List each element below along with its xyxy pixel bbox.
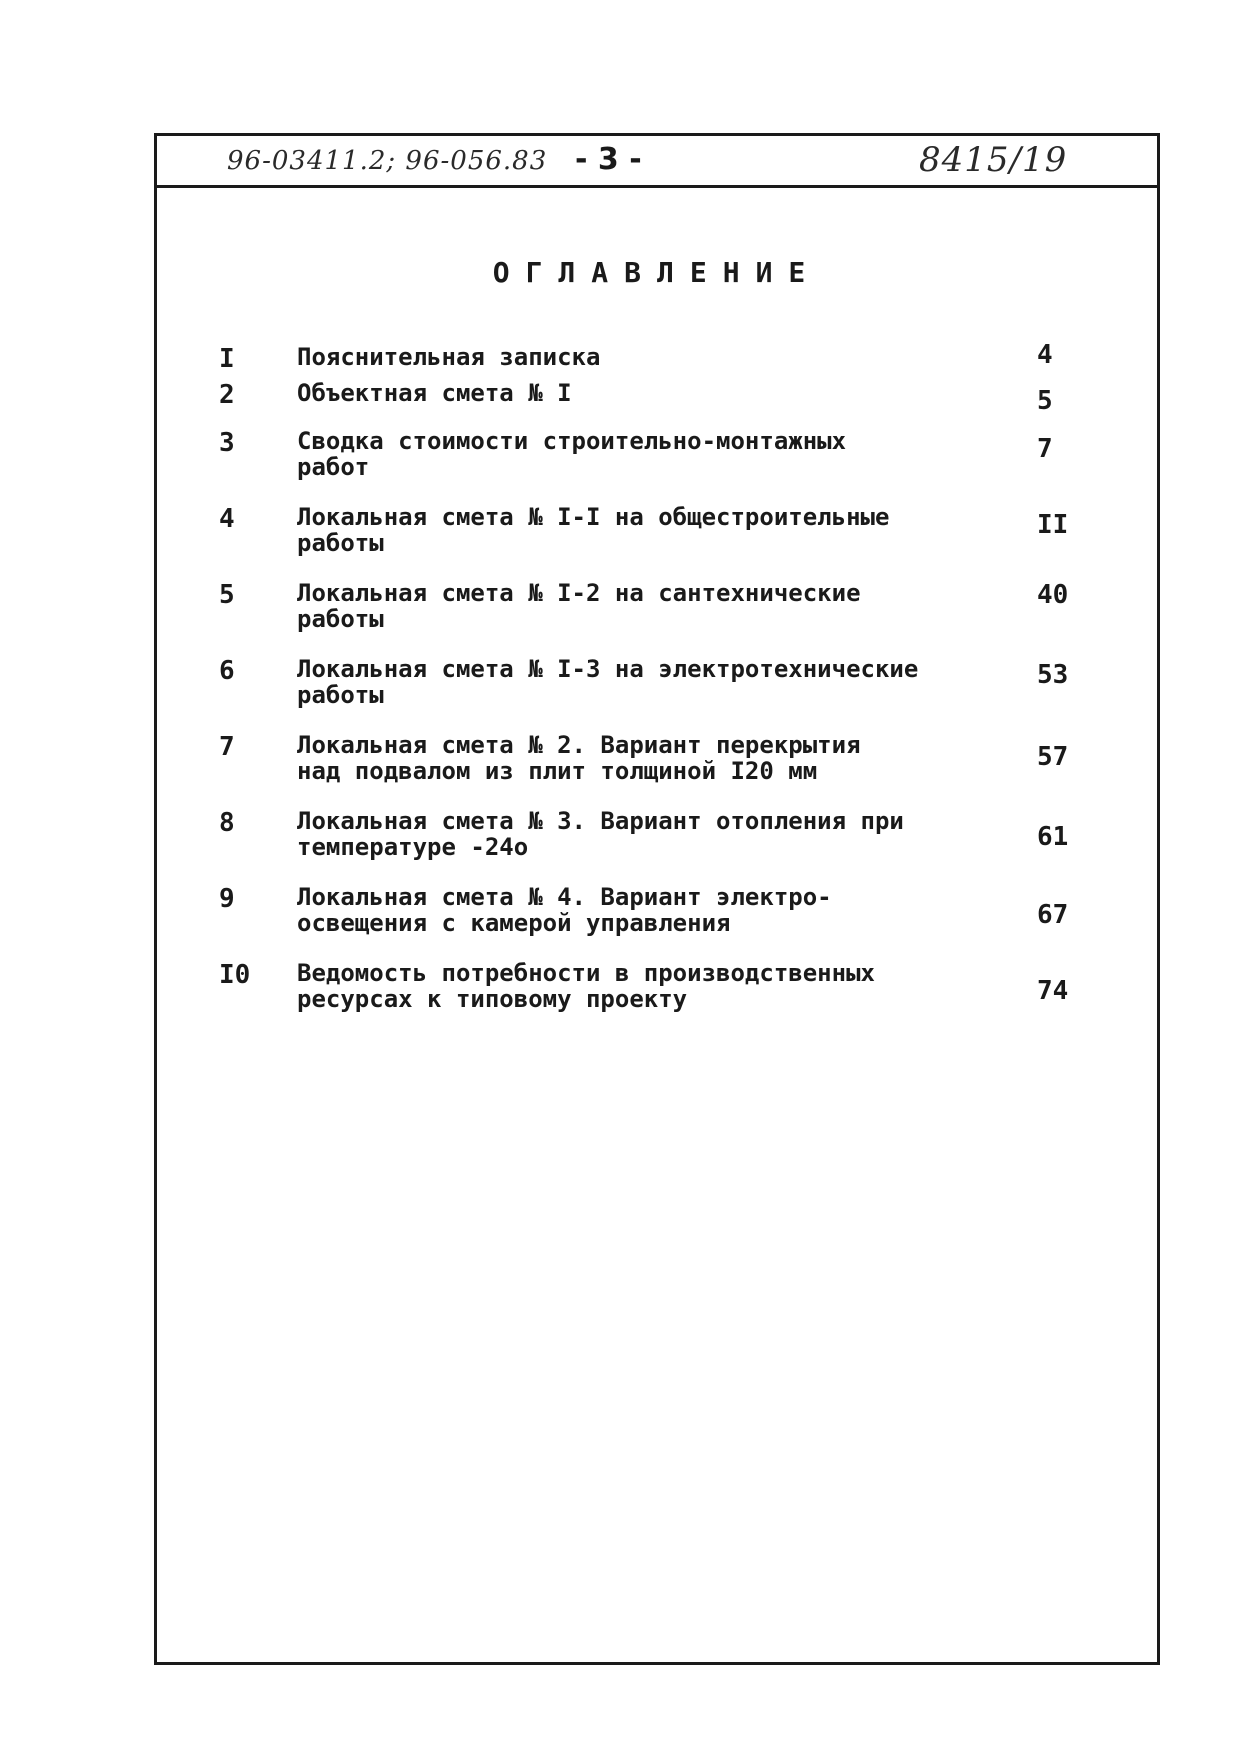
toc-item-page: 74 — [1037, 976, 1069, 1006]
toc-item-number: 2 — [219, 380, 235, 410]
toc-title: ОГЛАВЛЕНИЕ — [492, 256, 822, 289]
page-number: - 3 - — [575, 142, 642, 177]
toc-item-number: 3 — [219, 428, 235, 458]
toc-item-page: 40 — [1037, 580, 1069, 610]
toc-item-number: I — [219, 344, 235, 374]
toc-item-title: Пояснительная записка — [297, 343, 601, 371]
toc-item-title: Ведомость потребности в производственных ресурсах к типовому проекту — [297, 959, 875, 1013]
toc-item-page: II — [1037, 510, 1069, 540]
toc-item-page: 7 — [1037, 434, 1053, 464]
toc-item-title: Локальная смета № 3. Вариант отопления при температуре -24о — [297, 807, 904, 861]
toc-item-page: 4 — [1037, 340, 1053, 370]
toc-item-title: Локальная смета № 4. Вариант электро- освещения с камерой управления — [297, 883, 832, 937]
toc-item-number: 6 — [219, 656, 235, 686]
toc-item-title: Локальная смета № 2. Вариант перекрытия над подвалом из плит толщиной I20 мм — [297, 731, 861, 785]
toc-item-page: 5 — [1037, 386, 1053, 416]
archive-number: 8415/19 — [919, 140, 1068, 180]
toc-item-page: 67 — [1037, 900, 1069, 930]
toc-item-number: 4 — [219, 504, 235, 534]
document-frame — [154, 133, 1160, 1665]
toc-item-title: Локальная смета № I-2 на сантехнические работы — [297, 579, 861, 633]
toc-item-number: 7 — [219, 732, 235, 762]
toc-item-page: 53 — [1037, 660, 1069, 690]
toc-item-page: 57 — [1037, 742, 1069, 772]
toc-item-number: 5 — [219, 580, 235, 610]
header-strip — [157, 136, 1157, 188]
toc-item-title: Сводка стоимости строительно-монтажных работ — [297, 427, 847, 481]
toc-item-number: 8 — [219, 808, 235, 838]
toc-item-title: Объектная смета № I — [297, 379, 572, 407]
toc-item-page: 61 — [1037, 822, 1069, 852]
toc-item-title: Локальная смета № I-I на общестроительные работы — [297, 503, 890, 557]
toc-item-number: I0 — [219, 960, 251, 990]
toc-item-title: Локальная смета № I-3 на электротехнические работы — [297, 655, 919, 709]
document-code: 96-03411.2; 96-056.83 — [227, 146, 548, 176]
toc-item-number: 9 — [219, 884, 235, 914]
